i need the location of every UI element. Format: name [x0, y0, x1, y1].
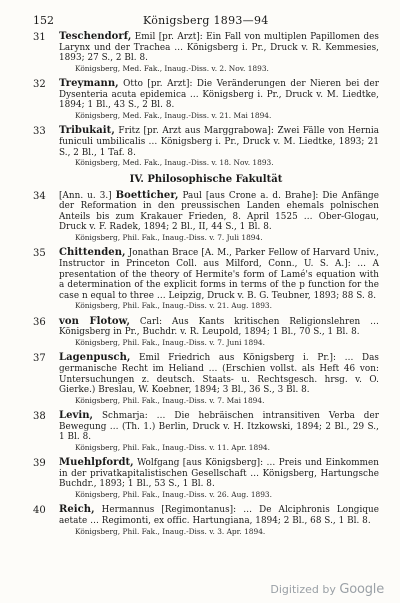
entry-author: Boetticher,	[115, 189, 179, 201]
entry-number: 32	[33, 79, 46, 91]
entry-text: Paul [aus Crone a. d. Brahe]: Die Anfänge der Reformation in den preussischen Landen ehemals polnischen Anteils bis zum Krakauer Frieden, 8. April 1525 … Ober-Glogau, Druck v. F. Radek, 1894; 2 Bl., II, 44 S., 1 Bl. 8.	[59, 190, 379, 233]
entry-number: 40	[33, 505, 46, 517]
entry-prefix: [Ann. u. 3.]	[59, 190, 116, 201]
page-number: 152	[33, 14, 54, 27]
entry-dissertation-note: Königsberg, Phil. Fak., Inaug.-Diss. v. 21. Aug. 1893.	[75, 301, 272, 311]
bibliography-entry	[33, 505, 379, 536]
page-header	[33, 14, 379, 32]
bibliography-entry	[33, 126, 379, 167]
watermark-prefix: Digitized by	[270, 583, 340, 596]
entry-author: Teschendorf,	[59, 31, 132, 42]
bibliography-entry	[33, 353, 379, 405]
entry-dissertation-note: Königsberg, Med. Fak., Inaug.-Diss. v. 2. Nov. 1893.	[75, 63, 269, 73]
bibliography-entry	[33, 458, 379, 499]
entry-number: 37	[33, 353, 46, 365]
entry-number: 36	[33, 316, 46, 328]
entry-text: Wolfgang [aus Königsberg]: … Preis und Einkommen in der privatkapitalistischen Gesellschaft … Königsberg, Hartungsche Buchdr., 1893; 1 Bl., 53 S., 1 Bl. 8.	[59, 458, 379, 490]
bibliography-entry	[33, 79, 379, 120]
entry-author: von Flotow,	[59, 315, 130, 327]
entry-author: Chittenden,	[59, 247, 126, 259]
entry-body	[59, 191, 379, 233]
entry-text: Emil [pr. Arzt]: Ein Fall von multiplen Papillomen des Larynx und der Trachea … Königsberg i. Pr., Druck v. R. Kemmesies, 1893; 27 S., 2 Bl. 8.	[59, 32, 379, 64]
entry-author: Muehlpfordt,	[59, 457, 134, 469]
entry-body	[59, 317, 379, 338]
entry-text: Fritz [pr. Arzt aus Marggrabowa]: Zwei Fälle von Hernia funiculi umbilicalis … Königsberg i. Pr., Druck v. M. Liedtke, 1893; 21 S., 2 Bl., 1 Taf. 8.	[59, 126, 379, 158]
entry-text: Emil Friedrich aus Königsberg i. Pr.]: … Das germanische Recht im Heliand … (Erschien vollst. als Heft 46 von: Untersuchungen z. deutsch. Staats- u. Rechtsgesch. hrsg. v. O. Gierke.) Breslau, W. Koebner, 1894; 3 Bl., 36 S., 3 Bl. 8.	[59, 353, 379, 396]
entry-text: Hermannus [Regimontanus]: … De Alciphronis Longique aetate … Regimonti, ex offic. Hartungiana, 1894; 2 Bl., 68 S., 1 Bl. 8.	[59, 505, 379, 527]
entry-number: 31	[33, 32, 46, 43]
entry-dissertation-note: Königsberg, Med. Fak., Inaug.-Diss. v. 18. Nov. 1893.	[75, 158, 274, 168]
entries-philosophy	[33, 191, 379, 537]
entry-dissertation-note: Königsberg, Phil. Fak., Inaug.-Diss. v. 26. Aug. 1893.	[75, 490, 272, 500]
entry-text: Otto [pr. Arzt]: Die Veränderungen der Nieren bei der Dysenteria acuta epidemica … Königsberg i. Pr., Druck v. M. Liedtke, 1894; 1 Bl., 43 S., 2 Bl. 8.	[59, 79, 379, 111]
entries-medical	[33, 32, 379, 168]
entry-body	[59, 126, 379, 158]
entry-dissertation-note: Königsberg, Phil. Fak., Inaug.-Diss. v. 7. Juli 1894.	[75, 232, 263, 242]
bibliography-entry	[33, 317, 379, 348]
entry-dissertation-note: Königsberg, Med. Fak., Inaug.-Diss. v. 21. Mai 1894.	[75, 110, 272, 120]
book-page	[33, 14, 379, 542]
running-head: Königsberg 1893—94	[143, 14, 269, 27]
entry-author: Lagenpusch,	[59, 352, 131, 364]
entry-number: 38	[33, 411, 46, 423]
bibliography-entry	[33, 248, 379, 310]
entry-dissertation-note: Königsberg, Phil. Fak., Inaug.-Diss. v. 11. Apr. 1894.	[75, 442, 270, 452]
entry-author: Levin,	[59, 410, 94, 422]
entry-text: Schmarja: … Die hebräischen intransitiven Verba der Bewegung … (Th. 1.) Berlin, Druck v. H. Itzkowski, 1894; 2 Bl., 29 S., 1 Bl. 8.	[59, 411, 379, 443]
entry-author: Reich,	[59, 504, 95, 516]
entry-number: 34	[33, 190, 46, 202]
entry-body	[59, 353, 379, 395]
bibliography-entry	[33, 191, 379, 243]
entry-number: 39	[33, 458, 46, 470]
entry-body	[59, 248, 379, 301]
entry-number: 33	[33, 126, 46, 138]
entry-body	[59, 32, 379, 64]
entry-number: 35	[33, 248, 46, 260]
entry-body	[59, 79, 379, 111]
entry-dissertation-note: Königsberg, Phil. Fak., Inaug.-Diss. v. 7. Juni 1894.	[75, 337, 265, 347]
entry-body	[59, 411, 379, 443]
entry-dissertation-note: Königsberg, Phil. Fak., Inaug.-Diss. v. 3. Apr. 1894.	[75, 526, 266, 536]
section-title: IV. Philosophische Fakultät	[129, 173, 283, 185]
bibliography-entry	[33, 411, 379, 452]
entry-body	[59, 458, 379, 490]
entry-author: Treymann,	[59, 78, 119, 90]
digitized-watermark	[270, 582, 384, 597]
entry-text: Carl: Aus Kants kritischen Religionslehren … Königsberg in Pr., Buchdr. v. R. Leupold, 1894; 1 Bl., 70 S., 1 Bl. 8.	[59, 316, 379, 338]
entry-author: Tribukait,	[59, 125, 115, 137]
entry-dissertation-note: Königsberg, Phil. Fak., Inaug.-Diss. v. 7. Mai 1894.	[75, 395, 265, 405]
bibliography-entry	[33, 32, 379, 73]
entry-body	[59, 505, 379, 526]
google-logo: Google	[339, 582, 384, 597]
entry-text: Jonathan Brace [A. M., Parker Fellow of Harvard Univ., Instructor in Princeton Coll. aus Milford, Conn., U. S. A.]: … A presentation of the theory of Hermite's form of Lamé's equation with a determination of the explicit forms in terms of the p function for the case n equal to three … Leipzig, Druck v. B. G. Teubner, 1893; 88 S. 8.	[59, 248, 379, 301]
